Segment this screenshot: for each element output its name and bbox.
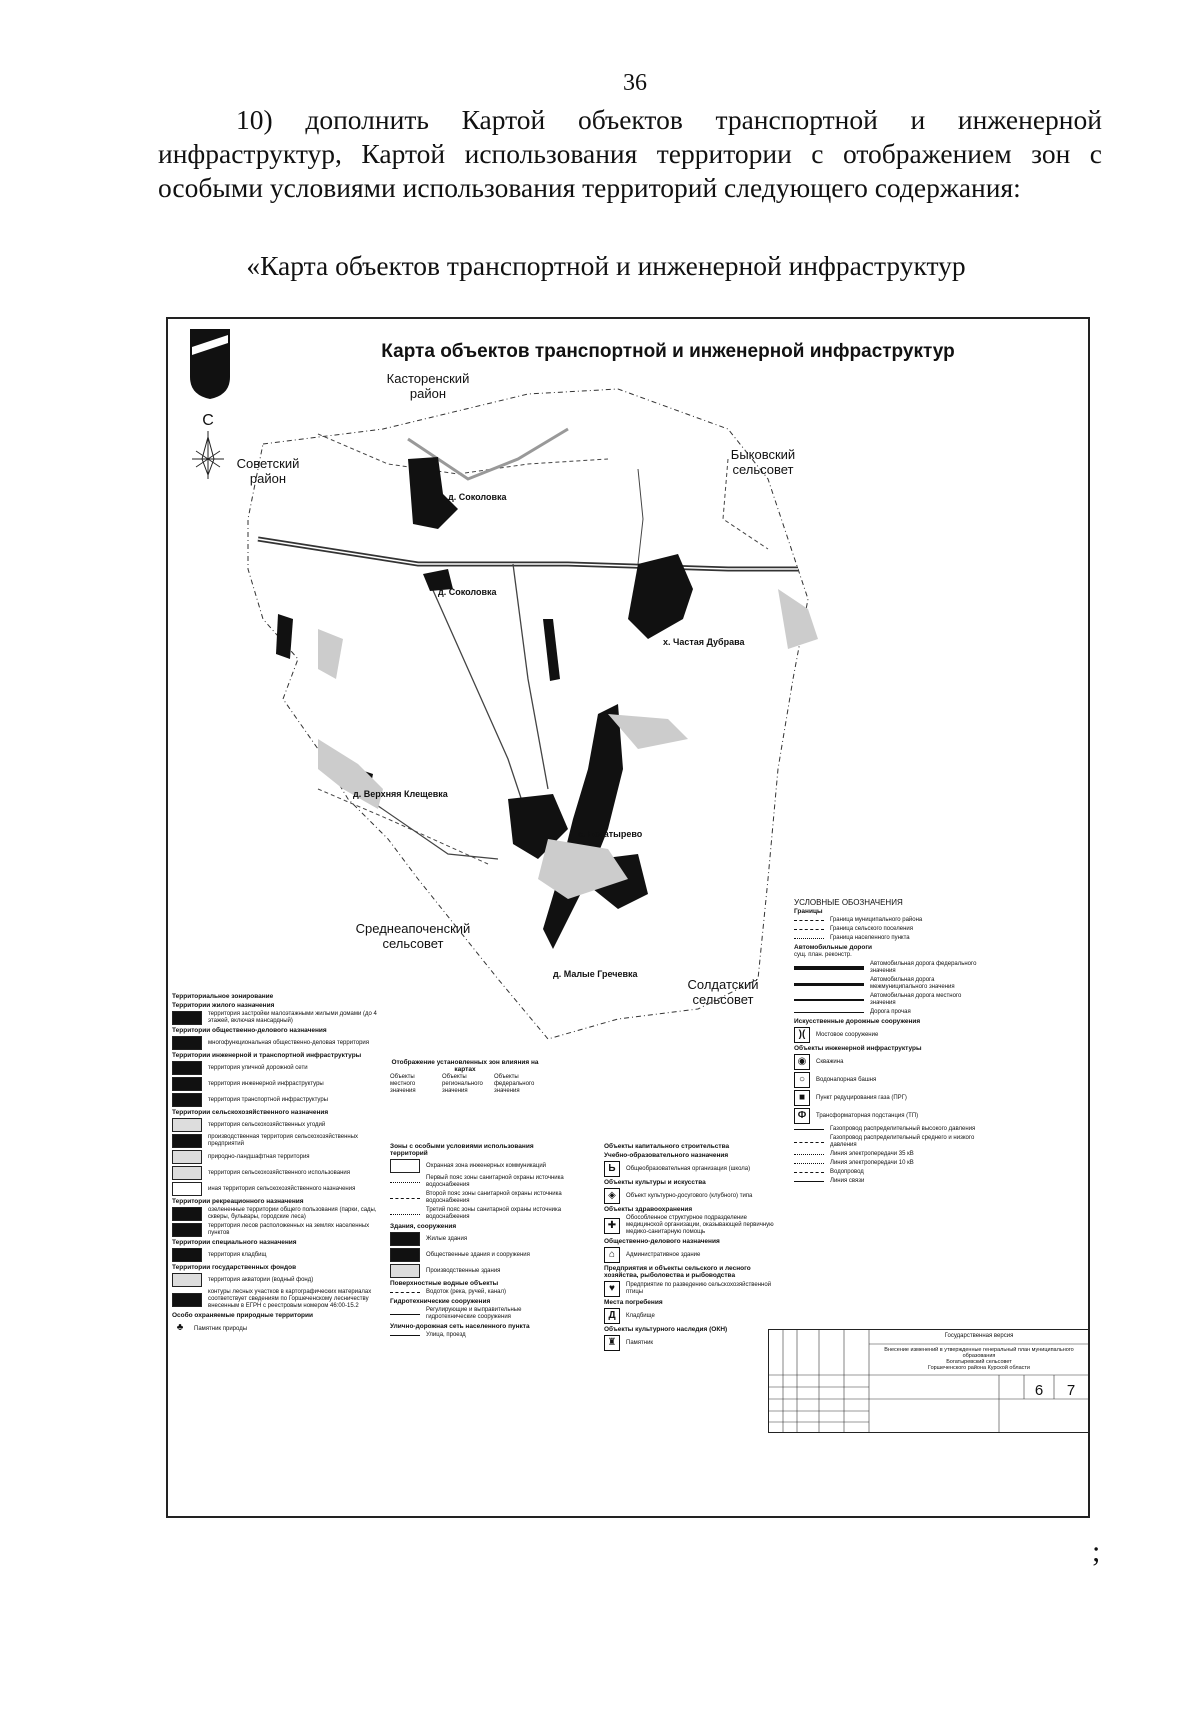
legend-item: территория лесов расположенных на землях населенных пунктов [172,1223,388,1237]
area-label-kastorensky: Касторенский район [386,371,470,401]
amendment-paragraph [158,103,1102,205]
legend-swatch [794,966,864,970]
legend-item: природно-ландшафтная территория [172,1150,388,1164]
legend-heading: Учебно-образовательного назначения [604,1152,729,1159]
legend-item: контуры лесных участков в картографических материалах соответствует сведениям по Горшеченскому лесничеству внесенным в ЕГРН с реестровым номером 46:00-15.2 [172,1289,388,1310]
legend-swatch [390,1182,420,1183]
legend-zoning [172,991,388,1339]
closing-semicolon: ; [1092,1535,1101,1568]
legend-heading: Поверхностные водные объекты [390,1280,499,1287]
admin-building-icon: ⌂ [604,1247,620,1263]
legend-swatch [794,920,824,921]
legend-heading: Объекты здравоохранения [604,1206,693,1213]
legend-title: Территориальное зонирование [172,993,274,1000]
legend-item: Дорога прочая [794,1009,988,1016]
well-icon: ◉ [794,1054,810,1070]
legend-item: Автомобильная дорога межмуниципального значения [794,977,988,991]
paragraph-line: инфраструктур, Картой использования территории с отображением зон с [158,138,1102,169]
legend-heading: Общественно-делового назначения [604,1238,720,1245]
stamp-sheet-total: 7 [1066,1382,1076,1399]
legend-main [794,899,988,1187]
paragraph-line: 10) дополнить Картой объектов транспортной и инженерной [236,104,1102,135]
legend-heading: Улично-дорожная сеть населенного пункта [390,1323,530,1330]
legend-heading: Территории рекреационного назначения [172,1198,304,1205]
legend-item: территория сельскохозяйственных угодий [172,1118,388,1132]
legend-swatch [794,983,864,986]
legend-swatch [794,1012,864,1013]
north-letter: С [202,412,214,429]
legend-swatch [794,929,824,930]
legend-item: Третий пояс зоны санитарной охраны источника водоснабжения [390,1207,570,1221]
legend-swatch [390,1248,420,1262]
legend-heading: Здания, сооружения [390,1223,457,1230]
legend-heading: Территории инженерной и транспортной инфраструктуры [172,1052,362,1059]
legend-heading: Места погребения [604,1299,663,1306]
legend-item: ○ Водонапорная башня [794,1072,988,1088]
legend-swatch [390,1264,420,1278]
legend-item: территория сельскохозяйственного использования [172,1166,388,1180]
legend-heading: Границы [794,908,823,915]
legend-swatch [794,1172,824,1173]
legend-item: Газопровод распределительный высокого давления [794,1126,988,1133]
legend-heading: Территории жилого назначения [172,1002,275,1009]
paragraph-line: особыми условиями использования территорий следующего содержания: [158,172,1021,203]
legend-swatch [794,1163,824,1164]
settlement-label: с. Богатырево [578,829,643,839]
legend-item: территория инженерной инфраструктуры [172,1077,388,1091]
legend-heading: Объекты культуры и искусства [604,1179,706,1186]
legend-swatch [794,999,864,1001]
legend-item: иная территория сельскохозяйственного назначения [172,1182,388,1196]
legend-heading: Территории общественно-делового назначения [172,1027,327,1034]
legend-swatch [172,1150,202,1164]
legend-item: территория акватории (водный фонд) [172,1273,388,1287]
legend-heading: Автомобильные дороги [794,944,873,951]
legend-heading: Территории сельскохозяйственного назначения [172,1109,329,1116]
monument-icon: ♜ [604,1335,620,1351]
legend-objects [604,1141,779,1353]
legend-swatch [390,1159,420,1173]
legend-item: ⌂ Административное здание [604,1247,779,1263]
legend-swatch [390,1232,420,1246]
legend-item: озелененные территории общего пользования (парки, сады, скверы, бульвары, городские леса) [172,1207,388,1221]
legend-item: ◉ Скважина [794,1054,988,1070]
legend-swatch [390,1292,420,1293]
stamp-line: Государственная версия [944,1333,1014,1339]
legend-swatch [172,1061,202,1075]
legend-swatch [172,1182,202,1196]
legend-heading: Предприятия и объекты сельского и лесного хозяйства, рыболовства и рыбоводства [604,1265,751,1279]
legend-swatch [794,1142,824,1143]
legend-swatch [390,1314,420,1315]
legend-item: Линия электропередачи 35 кВ [794,1151,988,1158]
legend-item: Линия электропередачи 10 кВ [794,1160,988,1167]
legend-item: многофункциональная общественно-деловая территория [172,1036,388,1050]
legend-item: Водоток (река, ручей, канал) [390,1289,570,1296]
settlement-label: д. Верхняя Клещевка [353,789,448,799]
stamp-sheet-number: 6 [1034,1382,1044,1399]
legend-road-columns: сущ. план. реконстр. [794,952,852,958]
legend-item: ■ Пункт редуцирования газа (ПРГ) [794,1090,988,1106]
area-label-bykovsky: Быковский сельсовет [730,447,796,477]
legend-heading: Территории специального назначения [172,1239,297,1246]
settlement-label: д. Соколовка [438,587,497,597]
legend-heading: Гидротехнические сооружения [390,1298,491,1305]
map-sheet [166,317,1090,1518]
map-title: Карта объектов транспортной и инженерной инфраструктур [381,341,955,362]
legend-swatch [172,1011,202,1025]
legend-item: территория кладбищ [172,1248,388,1262]
legend-item: ♜ Памятник [604,1335,779,1351]
legend-item: ♣ Памятник природы [172,1321,388,1337]
legend-item: Граница сельского поселения [794,926,988,933]
legend-swatch [172,1118,202,1132]
legend-item: Граница населенного пункта [794,935,988,942]
legend-swatch [794,938,824,939]
legend-item: Жилые здания [390,1232,570,1246]
substation-icon: Ф [794,1108,810,1124]
legend-item: территория застройки малоэтажными жилыми домами (до 4 этажей, включая мансардный) [172,1011,388,1025]
legend-item: Газопровод распределительный среднего и низкого давления [794,1135,988,1149]
legend-swatch [794,1154,824,1155]
legend-item: )( Мостовое сооружение [794,1027,988,1043]
legend-title: УСЛОВНЫЕ ОБОЗНАЧЕНИЯ [794,898,903,907]
culture-club-icon: ◈ [604,1188,620,1204]
legend-heading: Искусственные дорожные сооружения [794,1018,921,1025]
legend-swatch [390,1198,420,1199]
legend-item: Автомобильная дорога федерального значения [794,961,988,975]
legend-item: Общественные здания и сооружения [390,1248,570,1262]
legend-title: Объекты капитального строительства [604,1143,730,1150]
legend-heading: Особо охраняемые природные территории [172,1312,314,1319]
legend-swatch [390,1214,420,1215]
legend-swatch [794,1129,824,1130]
legend-heading: Зоны с особыми условиями использования территорий [390,1143,534,1157]
legend-item: Ь Общеобразовательная организация (школа) [604,1161,779,1177]
legend-item: территория транспортной инфраструктуры [172,1093,388,1107]
legend-swatch [172,1134,202,1148]
legend-swatch [172,1207,202,1221]
settlement-label: д. Малые Гречевка [553,969,638,979]
gas-point-icon: ■ [794,1090,810,1106]
legend-item: Водопровод [794,1169,988,1176]
legend-swatch [390,1335,420,1336]
poultry-farm-icon: ♥ [604,1281,620,1297]
legend-item: ◈ Объект культурно-досугового (клубного) типа [604,1188,779,1204]
legend-swatch [794,1181,824,1182]
legend-swatch [172,1273,202,1287]
legend-item: Ф Трансформаторная подстанция (ТП) [794,1108,988,1124]
legend-item: Граница муниципального района [794,917,988,924]
legend-heading: Объекты инженерной инфраструктуры [794,1045,922,1052]
settlement-label: д. Соколовка [448,492,507,502]
legend-item: Регулирующие и выправительные гидротехнические сооружения [390,1307,570,1321]
nature-monument-icon: ♣ [176,1322,184,1333]
cemetery-icon: Д [604,1308,620,1324]
legend-item: Линия связи [794,1178,988,1185]
area-label-sredneapochensky: Среднеапоченский сельсовет [355,921,471,951]
water-tower-icon: ○ [794,1072,810,1088]
medical-cross-icon: ✚ [604,1218,620,1234]
legend-item: Второй пояс зоны санитарной охраны источника водоснабжения [390,1191,570,1205]
legend-item: производственная территория сельскохозяйственных предприятий [172,1134,388,1148]
legend-swatch [172,1093,202,1107]
school-icon: Ь [604,1161,620,1177]
legend-swatch [172,1166,202,1180]
legend-swatch [172,1077,202,1091]
legend-heading: Отображение установленных зон влияния на картах [391,1059,539,1073]
legend-item: территория уличной дорожной сети [172,1061,388,1075]
legend-item: Д Кладбище [604,1308,779,1324]
legend-item: ✚ Обособленное структурное подразделение медицинской организации, оказывающей первичную медико-санитарную помощь [604,1215,779,1236]
legend-heading: Объекты культурного наследия (ОКН) [604,1326,728,1333]
legend-item: Улица, проезд [390,1332,570,1339]
legend-swatch [172,1293,202,1307]
stamp-line: Внесение изменений в утвержденные генеральный план муниципального образования Богатыревский сельсовет Горшеченского района Курской области [884,1347,1074,1371]
legend-swatch [172,1036,202,1050]
legend-zones [390,1141,570,1341]
area-label-soldatsky: Солдатский сельсовет [687,977,759,1007]
legend-item: ♥ Предприятие по разведению сельскохозяйственной птицы [604,1281,779,1297]
area-label-sovetsky: Советский район [236,456,300,486]
legend-swatch [172,1223,202,1237]
legend-item: Первый пояс зоны санитарной охраны источника водоснабжения [390,1175,570,1189]
settlement-label: х. Частая Дубрава [663,637,745,647]
legend-item: Охранная зона инженерных коммуникаций [390,1159,570,1173]
legend-item: Автомобильная дорога местного значения [794,993,988,1007]
page-number: 36 [623,70,647,96]
legend-swatch [172,1248,202,1262]
legend-zones-small [390,1057,540,1095]
legend-columns: Объекты местного значения Объекты регионального значения Объекты федерального значения [390,1074,535,1094]
legend-item: Производственные здания [390,1264,570,1278]
title-block [768,1329,1090,1433]
bridge-icon: )( [794,1027,810,1043]
legend-heading: Территории государственных фондов [172,1264,297,1271]
map-heading: «Карта объектов транспортной и инженерной инфраструктур [246,250,966,281]
